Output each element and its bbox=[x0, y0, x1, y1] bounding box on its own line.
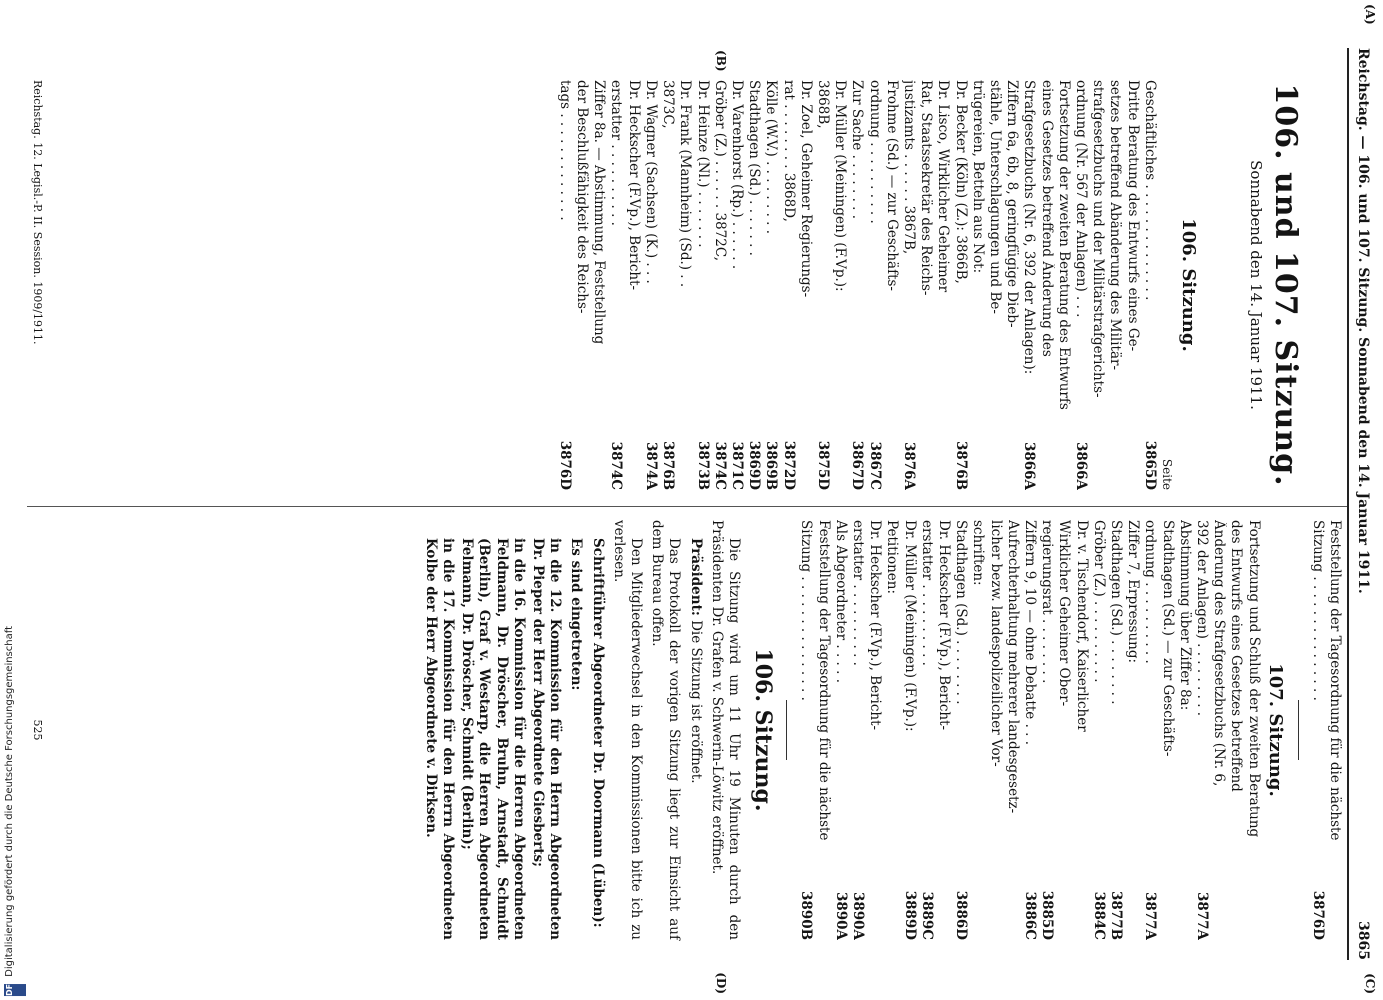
toc-entry-page-ref bbox=[1089, 486, 1106, 490]
toc-entry-page-ref bbox=[1055, 936, 1072, 940]
toc-entry-text: Ziffer 8a. — Abstimmung, Feststellung bbox=[591, 80, 608, 345]
toc-entry bbox=[969, 520, 986, 940]
toc-entry-page-ref: 3874C bbox=[711, 441, 728, 490]
short-rule-2 bbox=[786, 700, 787, 760]
toc-entry-page-ref bbox=[1106, 486, 1123, 490]
toc-entry-text: Dr. Frank (Mannheim) (Sd.) . . bbox=[677, 80, 694, 288]
toc-entry-text: Kölle (W.V.) . . . . . . . . . bbox=[763, 80, 780, 235]
toc-entry-page-ref bbox=[590, 486, 607, 490]
toc-entry bbox=[1038, 520, 1055, 940]
toc-entry-page-ref bbox=[1227, 936, 1244, 940]
toc-entry-text: Dr. Heinze (Nl.) . . . . . . . bbox=[694, 80, 711, 248]
section-heading-107: 107. Sitzung. bbox=[1264, 663, 1286, 797]
running-header bbox=[1355, 48, 1371, 960]
toc-entry bbox=[1037, 80, 1054, 490]
margin-letter-a: (A) bbox=[1363, 4, 1377, 25]
toc-entry-page-ref: 3877A bbox=[1193, 891, 1210, 940]
toc-entry bbox=[1072, 80, 1089, 490]
toc-entry bbox=[969, 80, 986, 490]
toc-entry-text: erstatter . . . . . . . . . . bbox=[918, 520, 935, 666]
margin-letter-d: (D) bbox=[714, 972, 728, 994]
toc-entry bbox=[556, 80, 573, 490]
digitization-sidebar bbox=[4, 626, 34, 996]
toc-entry bbox=[625, 80, 642, 490]
toc-entry bbox=[814, 520, 831, 940]
toc-entry bbox=[1176, 520, 1193, 940]
toc-entry bbox=[951, 80, 968, 490]
toc-entry-page-ref bbox=[934, 486, 951, 490]
toc-entry-text: ordnung . . . . . . . . . . bbox=[866, 80, 883, 224]
toc-entry-page-ref bbox=[1072, 936, 1089, 940]
toc-entry-page-ref: 3866A bbox=[1021, 441, 1038, 490]
toc-entry-page-ref bbox=[883, 486, 900, 490]
toc-entry bbox=[728, 80, 745, 490]
toc-entry-text: Sitzung . . . . . . . . . . . . . . . bbox=[1309, 520, 1326, 701]
toc-entry-page-ref bbox=[1037, 486, 1054, 490]
toc-entry-text: Strafgesetzbuchs (Nr. 6, 392 der Anlagen): bbox=[1021, 80, 1038, 375]
toc-entry-text: Ziffer 7, Erpressung: bbox=[1125, 520, 1142, 664]
left-column bbox=[23, 80, 1343, 490]
toc-entry-text: strafgesetzbuchs und der Militärstrafgerichts- bbox=[1090, 80, 1107, 398]
toc-entry-page-ref: 3877A bbox=[1142, 891, 1159, 940]
toc-entry-page-ref bbox=[1055, 486, 1072, 490]
toc-entry bbox=[832, 520, 849, 940]
toc-entry bbox=[797, 520, 814, 940]
toc-entry bbox=[848, 80, 865, 490]
toc-entry-text: Dr. Becker (Köln) (Z.): 3866B, bbox=[952, 80, 969, 284]
toc-entry bbox=[573, 80, 590, 490]
toc-entry bbox=[865, 80, 882, 490]
toc-entry-text: 392 der Anlagen) . . . . . . . . . bbox=[1193, 520, 1210, 717]
toc-entry-text: Gröber (Z.) . . . . . . . . . . bbox=[1090, 520, 1107, 683]
toc-entry-text: Als Abgeordneter . . . . . bbox=[832, 520, 849, 683]
toc-entry bbox=[883, 520, 900, 940]
toc-entry bbox=[1244, 520, 1261, 940]
commission-change-item: in die 12. Kommission für den Herrn Abgeordneten Dr. Pieper der Herr Abgeordnete Giesberts; bbox=[530, 538, 564, 940]
toc-entry-text: Fortsetzung der zweiten Beratung des Entwurfs bbox=[1055, 80, 1072, 410]
toc-entry-page-ref bbox=[1176, 936, 1193, 940]
entered-list bbox=[422, 520, 564, 940]
column-divider bbox=[27, 506, 1347, 507]
toc-entry-text: Dr. Lisco, Wirklicher Geheimer bbox=[935, 80, 952, 293]
toc-entry-page-ref: 3877B bbox=[1107, 891, 1124, 940]
toc-entry-page-ref: 3876D bbox=[1309, 890, 1326, 940]
toc-entry-page-ref bbox=[625, 486, 642, 490]
commission-change-item: in die 16. Kommission für die Herren Abgeordneten Feldmann, Dr. Dröscher, Bruhn, Arnstadt, Schmidt (Berlin), Graf v. Westarp, die Herren Abgeordneten Felmann, Dr. Dröscher, Schmidt (Berlin); bbox=[459, 538, 527, 940]
toc-entry-text: Änderung des Strafgesetzbuchs (Nr. 6, bbox=[1211, 520, 1228, 787]
toc-entry-page-ref: 3867C bbox=[866, 441, 883, 490]
left-entries-list bbox=[556, 80, 1158, 490]
toc-entry-text: trügereien, Betteln aus Not: bbox=[969, 80, 986, 274]
toc-entry bbox=[1055, 80, 1072, 490]
toc-entry bbox=[986, 80, 1003, 490]
toc-entry-page-ref bbox=[1004, 936, 1021, 940]
toc-entry-text: erstatter . . . . . . . . . . bbox=[608, 80, 625, 226]
toc-entry bbox=[986, 520, 1003, 940]
toc-entry-page-ref: 3876D bbox=[556, 440, 573, 490]
president-text: Die Sitzung ist eröffnet. bbox=[687, 620, 704, 784]
seite-label: Seite bbox=[1160, 458, 1174, 490]
toc-entry bbox=[779, 80, 796, 490]
toc-entry-text: des Entwurfs eines Gesetzes betreffend bbox=[1228, 520, 1245, 792]
toc-entry bbox=[762, 80, 779, 490]
toc-entry-page-ref: 3865D bbox=[1141, 440, 1158, 490]
toc-entry bbox=[935, 520, 952, 940]
body-heading-106: 106. Sitzung. bbox=[750, 648, 777, 812]
toc-entry bbox=[711, 80, 728, 490]
toc-entry bbox=[900, 520, 917, 940]
toc-entry-page-ref: 3869B bbox=[763, 441, 780, 490]
toc-entry bbox=[1072, 520, 1089, 940]
toc-entry-text: Wirklicher Geheimer Ober- bbox=[1056, 520, 1073, 707]
toc-entry-page-ref: 3873B bbox=[694, 441, 711, 490]
toc-entry-text: schriften: bbox=[970, 520, 987, 586]
toc-entry-text: der Beschlußfähigkeit des Reichs- bbox=[574, 80, 591, 314]
page-footer-number: 525 bbox=[31, 719, 45, 741]
toc-entry-page-ref: 3874C bbox=[608, 441, 625, 490]
toc-entry bbox=[659, 80, 676, 490]
toc-entry bbox=[1141, 80, 1158, 490]
toc-entry bbox=[1309, 520, 1326, 940]
toc-entry-page-ref bbox=[866, 936, 883, 940]
toc-entry bbox=[1021, 520, 1038, 940]
toc-entry-page-ref bbox=[986, 936, 1003, 940]
toc-entry-page-ref: 3890A bbox=[849, 891, 866, 940]
toc-entry-text: Dr. Wagner (Sachsen) (K.) . . . bbox=[642, 80, 659, 284]
dfg-logo: DFG bbox=[4, 984, 26, 996]
toc-entry-text: Stadthagen (Sd.) . . . . . . . . bbox=[953, 520, 970, 705]
toc-entry-page-ref: 3889C bbox=[918, 891, 935, 940]
changes-paragraph: Den Mitgliederwechsel in den Kommissionen bitte ich zu verlesen. bbox=[610, 520, 645, 940]
toc-entry bbox=[1106, 80, 1123, 490]
toc-entry-text: Dritte Beratung des Entwurfs eines Ge- bbox=[1124, 80, 1141, 352]
toc-entry-text: ordnung . . . . . . . . . . bbox=[1142, 520, 1159, 664]
toc-entry-text: Stadthagen (Sd.) — zur Geschäfts- bbox=[1159, 520, 1176, 757]
toc-entry-text: Stadthagen (Sd.) . . . . . . . . bbox=[1107, 520, 1124, 705]
toc-entry-page-ref: 3874A bbox=[642, 441, 659, 490]
toc-entry-page-ref bbox=[1158, 936, 1175, 940]
toc-entry-text: Zur Sache . . . . . . . . bbox=[849, 80, 866, 220]
toc-entry-page-ref: 3876B bbox=[952, 441, 969, 490]
toc-entry-text: Fortsetzung und Schluß der zweiten Beratung bbox=[1245, 520, 1262, 838]
toc-entry-page-ref: 3890B bbox=[798, 891, 815, 940]
toc-entry bbox=[745, 80, 762, 490]
proceedings-text bbox=[422, 520, 742, 940]
toc-entry bbox=[693, 80, 710, 490]
toc-entry-page-ref bbox=[1210, 936, 1227, 940]
toc-entry-text: Frohme (Sd.) — zur Geschäfts- bbox=[883, 80, 900, 291]
toc-entry bbox=[642, 80, 659, 490]
toc-entry bbox=[590, 80, 607, 490]
toc-entry bbox=[1003, 80, 1020, 490]
sitting-title: 106. und 107. Sitzung. bbox=[1268, 83, 1303, 487]
toc-entry bbox=[952, 520, 969, 940]
toc-entry-text: eines Gesetzes betreffend Änderung des bbox=[1038, 80, 1055, 357]
toc-entry-text: Feststellung der Tagesordnung für die nächste bbox=[1327, 520, 1343, 841]
digitization-note: Digitalisierung gefördert durch die Deutsche Forschungsgemeinschaft bbox=[4, 625, 15, 977]
toc-entry bbox=[1326, 520, 1343, 940]
toc-entry bbox=[1158, 520, 1175, 940]
president-paragraph bbox=[687, 520, 704, 940]
toc-entry-text: Petitionen: bbox=[884, 520, 901, 595]
toc-entry-page-ref: 3876B bbox=[660, 441, 677, 490]
toc-entry-page-ref bbox=[969, 936, 986, 940]
toc-entry-page-ref: 3866A bbox=[1072, 441, 1089, 490]
header-rule bbox=[1347, 48, 1349, 960]
volume-footer: Reichstag. 12. Legisl.-P. II. Session. 1909/1911. bbox=[31, 80, 45, 345]
toc-entry-page-ref bbox=[797, 486, 814, 490]
sitting-date: Sonnabend den 14. Januar 1911. bbox=[1247, 160, 1265, 410]
toc-entry-text: erstatter . . . . . . . . . . bbox=[849, 520, 866, 666]
toc-entry-text: Dr. Varenhorst (Rp.) . . . . . . bbox=[728, 80, 745, 270]
toc-entry-page-ref bbox=[831, 486, 848, 490]
toc-entry-text: Ziffern 6a, 6b, 8, geringfügige Dieb- bbox=[1004, 80, 1021, 328]
toc-entry bbox=[934, 80, 951, 490]
toc-entry-text: Stadthagen (Sd.) . . . . . . . bbox=[746, 80, 763, 256]
toc-entry bbox=[883, 80, 900, 490]
toc-entry-page-ref bbox=[935, 936, 952, 940]
entered-intro: Es sind eingetreten: bbox=[568, 538, 585, 691]
toc-entry bbox=[1107, 520, 1124, 940]
toc-entry bbox=[866, 520, 883, 940]
toc-entry bbox=[900, 80, 917, 490]
toc-entry bbox=[1193, 520, 1210, 940]
toc-entry-page-ref: 3869D bbox=[746, 440, 763, 490]
toc-entry-page-ref: 3886D bbox=[953, 890, 970, 940]
toc-entry bbox=[1004, 520, 1021, 940]
toc-entry-text: Dr. Müller (Meiningen) (F.Vp.): bbox=[832, 80, 849, 292]
toc-entry-page-ref bbox=[1124, 936, 1141, 940]
short-rule-1 bbox=[1298, 700, 1299, 760]
toc-entry bbox=[676, 80, 693, 490]
commission-change-item: in die 17. Kommission für den Herrn Abgeordneten Kolbe der Herr Abgeordnete v. Dirksen. bbox=[422, 538, 457, 940]
toc-entry bbox=[1089, 80, 1106, 490]
toc-entry bbox=[831, 80, 848, 490]
toc-entry-text: ordnung (Nr. 567 der Anlagen) . . . bbox=[1072, 80, 1089, 318]
toc-entry-page-ref: 3876A bbox=[900, 441, 917, 490]
toc-entry bbox=[1055, 520, 1072, 940]
toc-entry-text: Dr. Heckscher (F.Vp.), Bericht- bbox=[867, 520, 884, 731]
toc-entry-text: justizamts . . . . . . 3867B, bbox=[900, 80, 917, 255]
toc-entry-page-ref: 3867D bbox=[849, 440, 866, 490]
toc-entry-text: Ziffern 9, 10 — ohne Debatte . . . bbox=[1021, 520, 1038, 746]
toc-entry-text: Gröber (Z.) . . . . . . 3872C, bbox=[711, 80, 728, 261]
toc-entry-text: Sitzung . . . . . . . . . . . . . . . bbox=[798, 520, 815, 701]
toc-entry bbox=[1123, 80, 1140, 490]
toc-entry bbox=[1141, 520, 1158, 940]
toc-entry bbox=[918, 520, 935, 940]
opening-paragraph: Die Sitzung wird um 11 Uhr 19 Minuten durch den Präsidenten Dr. Grafen v. Schwerin-Löwitz eröffnet. bbox=[708, 520, 743, 940]
toc-entry-page-ref: 3871C bbox=[728, 441, 745, 490]
protocol-paragraph: Das Protokoll der vorigen Sitzung liegt zur Einsicht auf dem Bureau offen. bbox=[649, 520, 683, 940]
toc-entry-text: tags . . . . . . . . . . . . . bbox=[556, 80, 573, 221]
toc-entry-page-ref: 3884C bbox=[1090, 891, 1107, 940]
toc-entry-page-ref bbox=[573, 486, 590, 490]
running-title: Reichstag. — 106. und 107. Sitzung. Sonnabend den 14. Januar 1911. bbox=[1355, 48, 1371, 594]
page-number: 3865 bbox=[1355, 921, 1371, 960]
toc-entry-text: Dr. Heckscher (F.Vp.), Bericht- bbox=[935, 520, 952, 731]
toc-entry bbox=[849, 520, 866, 940]
toc-entry-page-ref bbox=[917, 486, 934, 490]
toc-entry bbox=[1090, 520, 1107, 940]
toc-entry-page-ref bbox=[986, 486, 1003, 490]
toc-entry-page-ref: 3886C bbox=[1021, 891, 1038, 940]
toc-entry-page-ref bbox=[1326, 936, 1343, 940]
right-entries-list bbox=[797, 520, 1261, 940]
toc-entry-text: 3868B, bbox=[814, 80, 831, 129]
toc-entry-page-ref: 3875D bbox=[814, 440, 831, 490]
margin-letter-c: (C) bbox=[1363, 973, 1377, 994]
toc-entry bbox=[1124, 520, 1141, 940]
toc-entry-text: regierungsrat . . . . . . . . bbox=[1039, 520, 1056, 684]
toc-entry-page-ref bbox=[814, 936, 831, 940]
toc-entry bbox=[607, 80, 624, 490]
toc-entry-text: setzes betreffend Abänderung des Militär- bbox=[1107, 80, 1124, 371]
section-heading-106: 106. Sitzung. bbox=[1178, 218, 1199, 352]
toc-entry-text: Feststellung der Tagesordnung für die nächste bbox=[815, 520, 832, 841]
toc-entry bbox=[1227, 520, 1244, 940]
toc-entry-page-ref: 3890A bbox=[832, 891, 849, 940]
right-column bbox=[23, 520, 1343, 940]
toc-entry-text: 3873C, bbox=[660, 80, 677, 129]
president-label: Präsident: bbox=[687, 538, 704, 616]
toc-entry-text: Rat, Staatssekretär des Reichs- bbox=[918, 80, 935, 296]
right-top-entries bbox=[1309, 520, 1343, 940]
toc-entry-text: licher bezw. landespolizeilicher Vor- bbox=[987, 520, 1004, 767]
toc-entry bbox=[797, 80, 814, 490]
toc-entry-text: Geschäftliches . . . . . . . . . . . . . . bbox=[1141, 80, 1158, 301]
toc-entry bbox=[1020, 80, 1037, 490]
toc-entry-text: stähle, Unterschlagungen und Be- bbox=[986, 80, 1003, 314]
toc-entry-text: Dr. Müller (Meiningen) (F.Vp.): bbox=[901, 520, 918, 732]
toc-entry-page-ref bbox=[883, 936, 900, 940]
toc-entry-text: Dr. Zoel, Geheimer Regierungs- bbox=[797, 80, 814, 298]
toc-entry-text: Aufrechterhaltung mehrerer landesgesetz- bbox=[1004, 520, 1021, 814]
toc-entry-page-ref bbox=[676, 486, 693, 490]
toc-entry-page-ref bbox=[1123, 486, 1140, 490]
margin-letter-b: (B) bbox=[714, 50, 728, 72]
toc-entry-text: Abstimmung über Ziffer 8a: bbox=[1176, 520, 1193, 711]
toc-entry-text: rat . . . . . . . . 3868D, bbox=[780, 80, 797, 222]
toc-entry bbox=[814, 80, 831, 490]
toc-entry-page-ref bbox=[969, 486, 986, 490]
toc-entry-page-ref bbox=[1244, 936, 1261, 940]
toc-entry bbox=[1210, 520, 1227, 940]
toc-entry-page-ref bbox=[1003, 486, 1020, 490]
toc-entry bbox=[917, 80, 934, 490]
toc-entry-page-ref: 3885D bbox=[1039, 890, 1056, 940]
toc-entry-page-ref: 3872D bbox=[780, 440, 797, 490]
toc-entry-page-ref: 3889D bbox=[901, 890, 918, 940]
secretary-paragraph: Schriftführer Abgeordneter Dr. Doormann (Lüben): bbox=[589, 538, 606, 928]
toc-entry-text: Dr. Heckscher (F.Vp.), Bericht- bbox=[625, 80, 642, 291]
toc-entry-text: Dr. v. Tischendorf, Kaiserlicher bbox=[1073, 520, 1090, 732]
